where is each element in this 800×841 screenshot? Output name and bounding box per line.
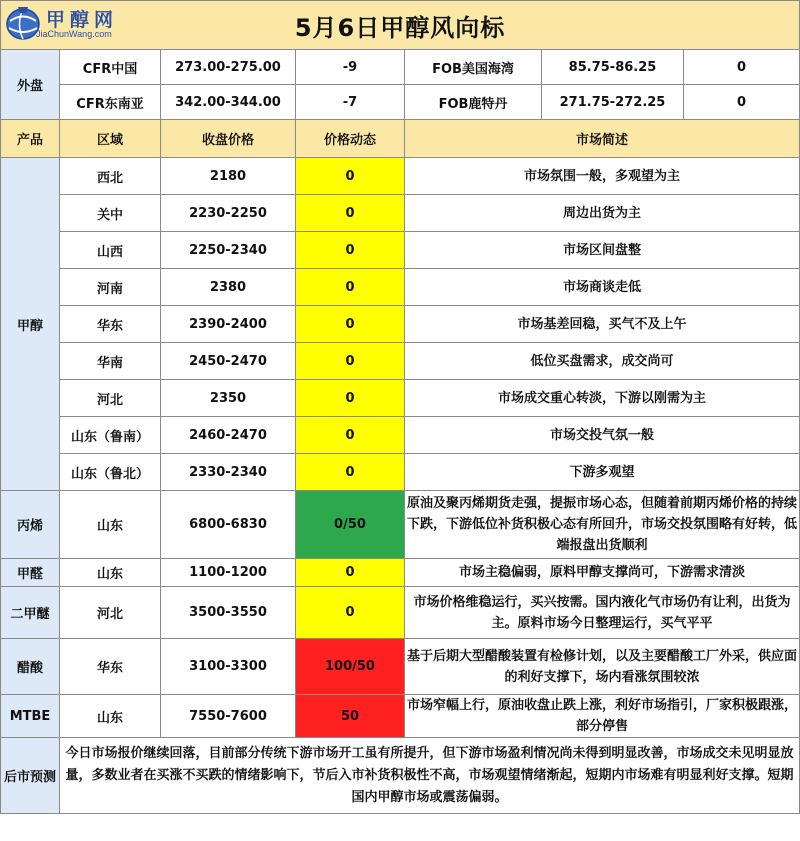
dme-row (1, 587, 800, 639)
region-cell: 河北 (60, 587, 161, 639)
region-cell: 华东 (60, 306, 161, 343)
price-cell: 2230-2250 (161, 195, 296, 232)
methanol-row (1, 306, 800, 343)
propylene-row (1, 491, 800, 559)
summary-cell: 市场窄幅上行，原油收盘止跌上涨，利好市场指引，厂家积极跟涨，部分停售 (405, 695, 800, 738)
external-price: 342.00-344.00 (161, 85, 296, 120)
external-change: -9 (296, 50, 405, 85)
product-dme: 二甲醚 (1, 587, 60, 639)
change-cell: 0 (296, 380, 405, 417)
col-closing-price: 收盘价格 (161, 120, 296, 158)
column-header-row (1, 120, 800, 158)
external-name: CFR中国 (60, 50, 161, 85)
summary-cell: 市场主稳偏弱，原料甲醇支撑尚可，下游需求清淡 (405, 559, 800, 587)
region-cell: 山西 (60, 232, 161, 269)
external-change-2: 0 (684, 50, 800, 85)
summary-cell: 低位买盘需求，成交尚可 (405, 343, 800, 380)
change-cell: 0/50 (296, 491, 405, 559)
change-cell: 0 (296, 343, 405, 380)
change-cell: 50 (296, 695, 405, 738)
summary-cell: 市场区间盘整 (405, 232, 800, 269)
external-price-2: 85.75-86.25 (542, 50, 684, 85)
price-cell: 6800-6830 (161, 491, 296, 559)
region-cell: 华南 (60, 343, 161, 380)
price-cell: 2180 (161, 158, 296, 195)
acetic-acid-row (1, 639, 800, 695)
col-price-change: 价格动态 (296, 120, 405, 158)
external-name-2: FOB鹿特丹 (405, 85, 542, 120)
col-market-summary: 市场简述 (405, 120, 800, 158)
forecast-label: 后市预测 (1, 738, 60, 814)
col-product: 产品 (1, 120, 60, 158)
change-cell: 0 (296, 587, 405, 639)
external-name: CFR东南亚 (60, 85, 161, 120)
site-logo (2, 2, 132, 46)
methanol-row (1, 269, 800, 306)
region-cell: 山东 (60, 695, 161, 738)
methanol-row (1, 380, 800, 417)
price-cell: 1100-1200 (161, 559, 296, 587)
methanol-row (1, 343, 800, 380)
summary-cell: 原油及聚丙烯期货走强，提振市场心态，但随着前期丙烯价格的持续下跌，下游低位补货积极心态有所回升，市场交投氛围略有好转，低端报盘出货顺利 (405, 491, 800, 559)
price-cell: 2460-2470 (161, 417, 296, 454)
region-cell: 关中 (60, 195, 161, 232)
product-acetic-acid: 醋酸 (1, 639, 60, 695)
formaldehyde-row (1, 559, 800, 587)
price-cell: 2380 (161, 269, 296, 306)
change-cell: 100/50 (296, 639, 405, 695)
product-formaldehyde: 甲醛 (1, 559, 60, 587)
region-cell: 河南 (60, 269, 161, 306)
change-cell: 0 (296, 232, 405, 269)
region-cell: 山东（鲁南） (60, 417, 161, 454)
external-price-2: 271.75-272.25 (542, 85, 684, 120)
summary-cell: 周边出货为主 (405, 195, 800, 232)
change-cell: 0 (296, 454, 405, 491)
region-cell: 河北 (60, 380, 161, 417)
region-cell: 山东 (60, 559, 161, 587)
product-methanol: 甲醇 (1, 158, 60, 491)
logo-url: JiaChunWang.com (36, 29, 112, 39)
price-cell: 2250-2340 (161, 232, 296, 269)
col-region: 区域 (60, 120, 161, 158)
change-cell: 0 (296, 269, 405, 306)
price-cell: 2330-2340 (161, 454, 296, 491)
summary-cell: 市场价格维稳运行，买兴按需。国内液化气市场仍有让利，出货为主。原料市场今日整理运行，买气平平 (405, 587, 800, 639)
external-label: 外盘 (1, 50, 60, 120)
summary-cell: 市场基差回稳，买气不及上午 (405, 306, 800, 343)
forecast-row (1, 738, 800, 814)
logo-text: 甲醇网 (46, 9, 119, 31)
methanol-row (1, 232, 800, 269)
price-cell: 2390-2400 (161, 306, 296, 343)
summary-cell: 市场交投气氛一般 (405, 417, 800, 454)
summary-cell: 基于后期大型醋酸装置有检修计划，以及主要醋酸工厂外采，供应面的利好支撑下，场内看涨氛围较浓 (405, 639, 800, 695)
mtbe-row (1, 695, 800, 738)
price-cell: 2350 (161, 380, 296, 417)
change-cell: 0 (296, 559, 405, 587)
methanol-row (1, 417, 800, 454)
region-cell: 华东 (60, 639, 161, 695)
methanol-row (1, 195, 800, 232)
external-row (1, 50, 800, 85)
price-cell: 2450-2470 (161, 343, 296, 380)
region-cell: 西北 (60, 158, 161, 195)
summary-cell: 市场成交重心转淡，下游以刚需为主 (405, 380, 800, 417)
price-cell: 3100-3300 (161, 639, 296, 695)
forecast-text: 今日市场报价继续回落，目前部分传统下游市场开工虽有所提升，但下游市场盈利情况尚未得到明显改善，市场成交未见明显放量，多数业者在买涨不买跌的情绪影响下，节后入市补货积极性不高，市场观望情绪渐起，短期内市场难有明显利好支撑。短期国内甲醇市场或震荡偏弱。 (60, 738, 800, 814)
external-name-2: FOB美国海湾 (405, 50, 542, 85)
change-cell: 0 (296, 417, 405, 454)
summary-cell: 下游多观望 (405, 454, 800, 491)
external-row (1, 85, 800, 120)
external-change: -7 (296, 85, 405, 120)
summary-cell: 市场氛围一般，多观望为主 (405, 158, 800, 195)
external-change-2: 0 (684, 85, 800, 120)
region-cell: 山东（鲁北） (60, 454, 161, 491)
page-title: 5月6日甲醇风向标 (294, 13, 506, 42)
summary-cell: 市场商谈走低 (405, 269, 800, 306)
change-cell: 0 (296, 158, 405, 195)
change-cell: 0 (296, 306, 405, 343)
price-cell: 7550-7600 (161, 695, 296, 738)
methanol-row (1, 454, 800, 491)
methanol-row (1, 158, 800, 195)
external-price: 273.00-275.00 (161, 50, 296, 85)
product-mtbe: MTBE (1, 695, 60, 738)
change-cell: 0 (296, 195, 405, 232)
price-cell: 3500-3550 (161, 587, 296, 639)
region-cell: 山东 (60, 491, 161, 559)
product-propylene: 丙烯 (1, 491, 60, 559)
